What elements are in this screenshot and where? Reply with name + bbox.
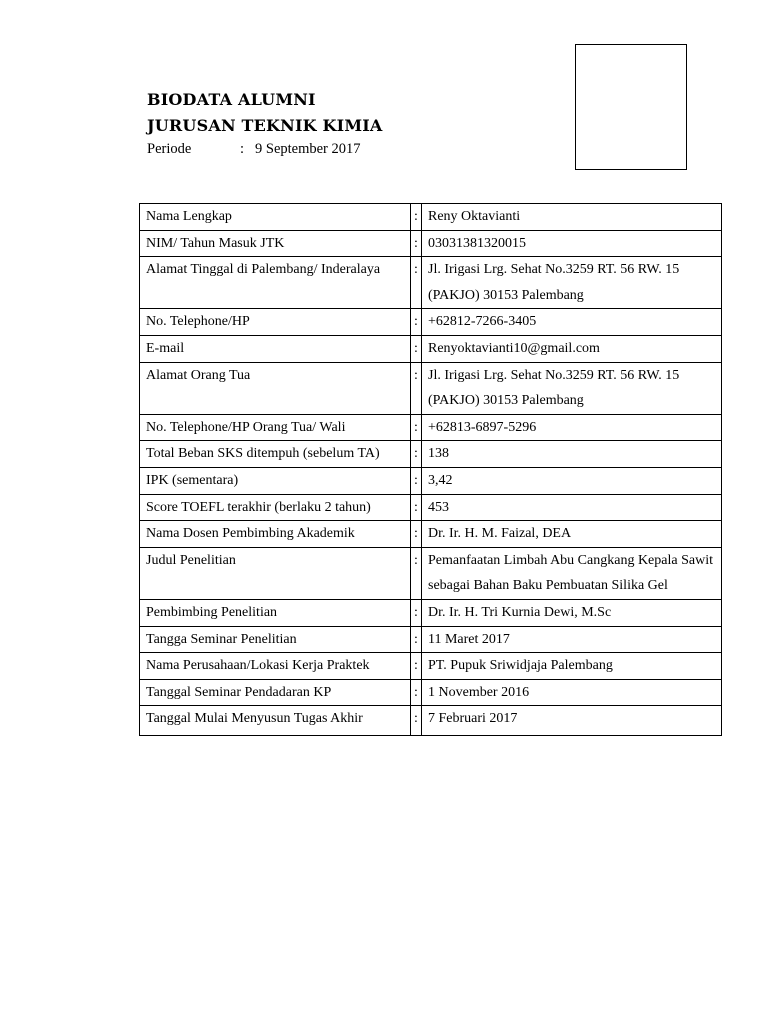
periode-colon: : xyxy=(240,141,245,157)
table-row xyxy=(140,599,722,626)
field-separator: : xyxy=(411,599,422,626)
field-label: Alamat Tinggal di Palembang/ Inderalaya xyxy=(140,257,411,309)
field-separator: : xyxy=(411,204,422,231)
field-value: Dr. Ir. H. M. Faizal, DEA xyxy=(422,521,722,548)
field-label: Score TOEFL terakhir (berlaku 2 tahun) xyxy=(140,494,411,521)
field-label: Pembimbing Penelitian xyxy=(140,599,411,626)
field-separator: : xyxy=(411,230,422,257)
table-row xyxy=(140,257,722,309)
table-row xyxy=(140,441,722,468)
field-separator: : xyxy=(411,521,422,548)
field-separator: : xyxy=(411,309,422,336)
field-label: Nama Dosen Pembimbing Akademik xyxy=(140,521,411,548)
field-label: Tangga Seminar Penelitian xyxy=(140,626,411,653)
table-row xyxy=(140,335,722,362)
table-row xyxy=(140,204,722,231)
table-row xyxy=(140,467,722,494)
document-title-line1: BIODATA ALUMNI xyxy=(147,90,316,109)
field-label: Total Beban SKS ditempuh (sebelum TA) xyxy=(140,441,411,468)
field-separator: : xyxy=(411,257,422,309)
field-value: +62812-7266-3405 xyxy=(422,309,722,336)
field-value: Jl. Irigasi Lrg. Sehat No.3259 RT. 56 RW. 15 (PAKJO) 30153 Palembang xyxy=(422,362,722,414)
field-label: Tanggal Seminar Pendadaran KP xyxy=(140,679,411,706)
periode-value: 9 September 2017 xyxy=(255,141,361,157)
field-value: Jl. Irigasi Lrg. Sehat No.3259 RT. 56 RW. 15 (PAKJO) 30153 Palembang xyxy=(422,257,722,309)
field-separator: : xyxy=(411,547,422,599)
field-label: IPK (sementara) xyxy=(140,467,411,494)
table-row xyxy=(140,653,722,680)
field-label: No. Telephone/HP Orang Tua/ Wali xyxy=(140,414,411,441)
field-value: Renyoktavianti10@gmail.com xyxy=(422,335,722,362)
field-value: 138 xyxy=(422,441,722,468)
table-row xyxy=(140,362,722,414)
field-separator: : xyxy=(411,626,422,653)
field-label: No. Telephone/HP xyxy=(140,309,411,336)
field-label: Judul Penelitian xyxy=(140,547,411,599)
field-value: 11 Maret 2017 xyxy=(422,626,722,653)
photo-placeholder xyxy=(575,44,687,170)
table-row xyxy=(140,414,722,441)
field-separator: : xyxy=(411,414,422,441)
field-value: 453 xyxy=(422,494,722,521)
field-label: NIM/ Tahun Masuk JTK xyxy=(140,230,411,257)
table-row xyxy=(140,679,722,706)
periode-label: Periode xyxy=(147,141,192,157)
field-value: Dr. Ir. H. Tri Kurnia Dewi, M.Sc xyxy=(422,599,722,626)
field-label: Nama Perusahaan/Lokasi Kerja Praktek xyxy=(140,653,411,680)
field-separator: : xyxy=(411,706,422,736)
table-row xyxy=(140,230,722,257)
field-value: PT. Pupuk Sriwidjaja Palembang xyxy=(422,653,722,680)
field-separator: : xyxy=(411,441,422,468)
field-separator: : xyxy=(411,679,422,706)
field-separator: : xyxy=(411,494,422,521)
table-row xyxy=(140,494,722,521)
field-value: 7 Februari 2017 xyxy=(422,706,722,736)
field-separator: : xyxy=(411,362,422,414)
field-value: 3,42 xyxy=(422,467,722,494)
field-label: Nama Lengkap xyxy=(140,204,411,231)
document-title-line2: JURUSAN TEKNIK KIMIA xyxy=(147,116,383,135)
table-row xyxy=(140,706,722,736)
biodata-table xyxy=(139,203,722,736)
field-separator: : xyxy=(411,335,422,362)
periode-line xyxy=(147,141,361,158)
table-row xyxy=(140,309,722,336)
field-label: Alamat Orang Tua xyxy=(140,362,411,414)
field-value: +62813-6897-5296 xyxy=(422,414,722,441)
field-value: Pemanfaatan Limbah Abu Cangkang Kepala Sawit sebagai Bahan Baku Pembuatan Silika Gel xyxy=(422,547,722,599)
field-label: E-mail xyxy=(140,335,411,362)
field-separator: : xyxy=(411,467,422,494)
field-value: Reny Oktavianti xyxy=(422,204,722,231)
table-row xyxy=(140,547,722,599)
field-value: 1 November 2016 xyxy=(422,679,722,706)
field-value: 03031381320015 xyxy=(422,230,722,257)
field-label: Tanggal Mulai Menyusun Tugas Akhir xyxy=(140,706,411,736)
table-row xyxy=(140,521,722,548)
table-row xyxy=(140,626,722,653)
field-separator: : xyxy=(411,653,422,680)
